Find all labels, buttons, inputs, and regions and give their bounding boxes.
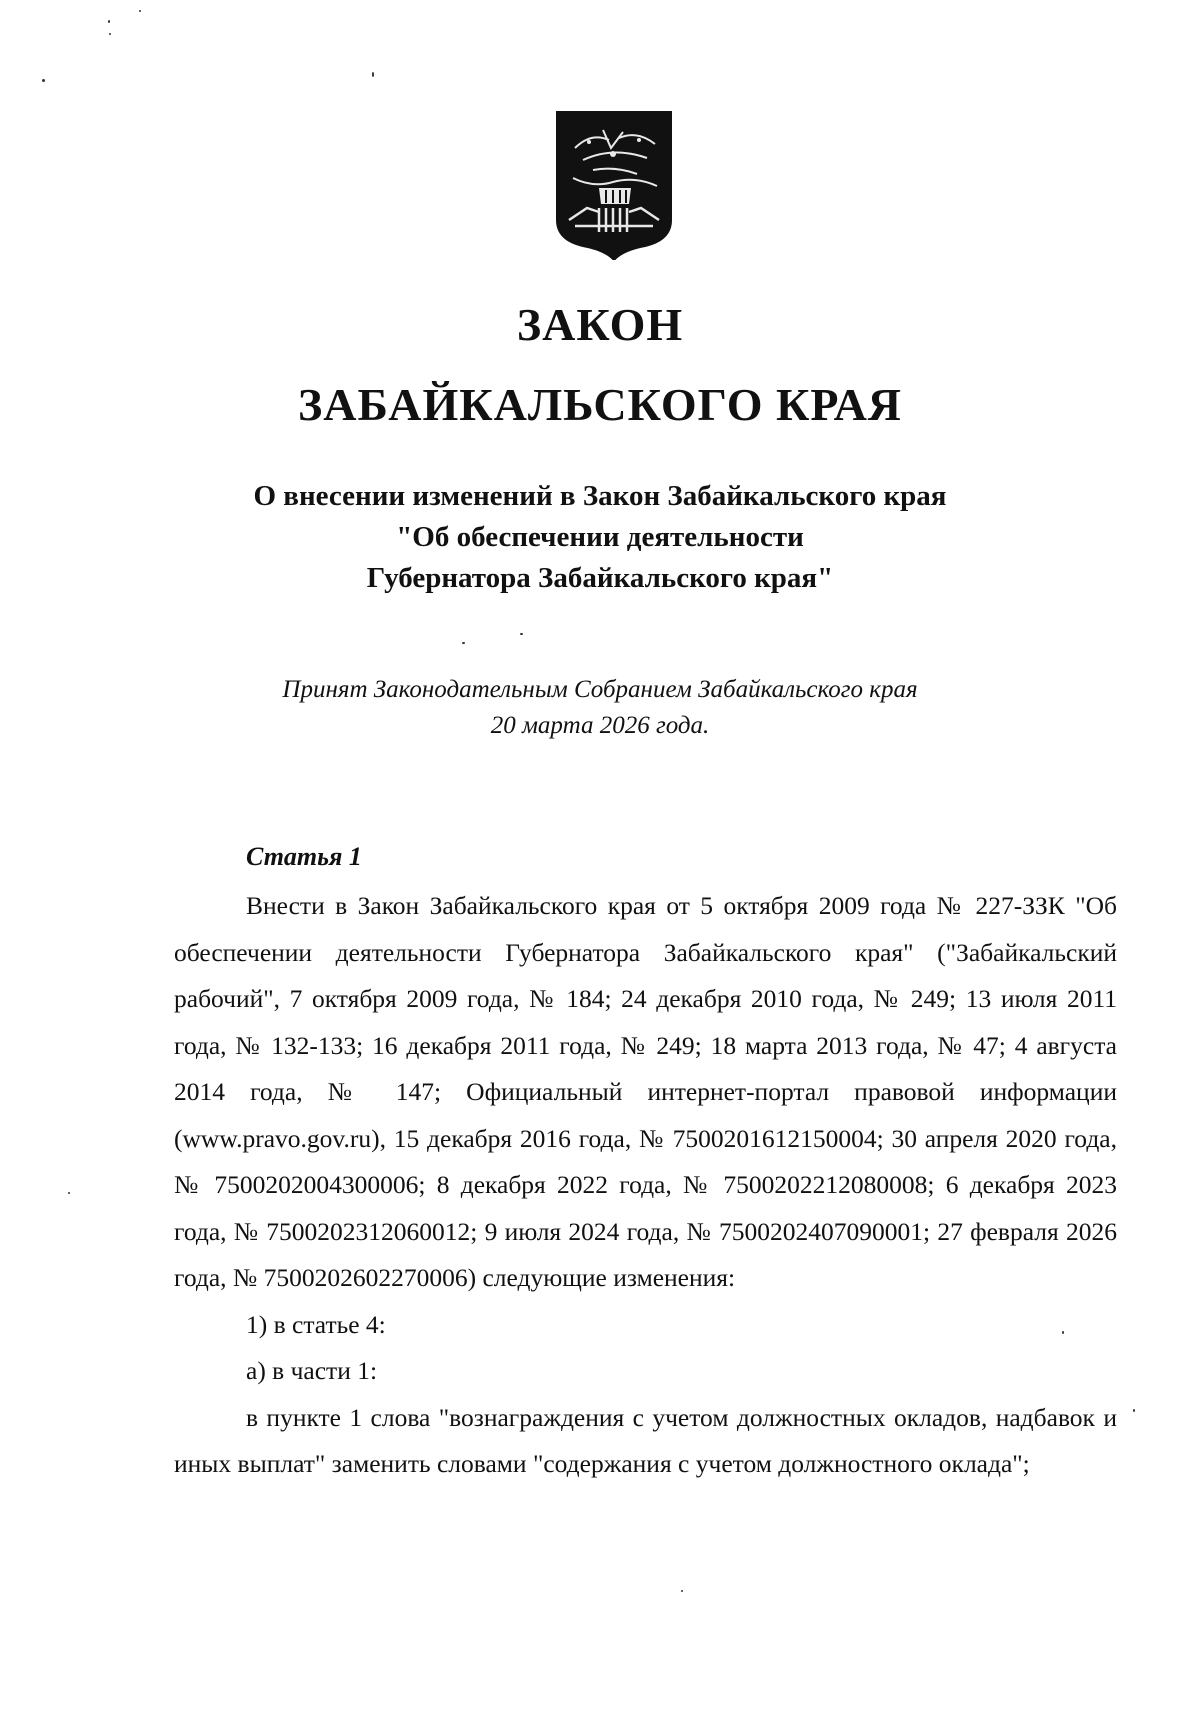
article-heading: Статья 1 [246, 842, 362, 871]
subject-line: О внесении изменений в Закон Забайкальского края [253, 480, 947, 512]
scan-speck [462, 642, 465, 644]
adoption-note [0, 672, 1200, 744]
adoption-date: 20 марта 2026 года. [490, 712, 710, 739]
subject-line: Губернатора Забайкальского края" [366, 562, 834, 594]
article-body [174, 883, 1117, 1488]
scan-speck [139, 10, 141, 12]
subject-line: "Об обеспечении деятельности [396, 521, 804, 553]
scan-speck [520, 633, 523, 635]
region-title: ЗАБАЙКАЛЬСКОГО КРАЯ [297, 379, 903, 430]
adoption-line: Принят Законодательным Собранием Забайкальского края [282, 676, 918, 703]
article-paragraph: 1) в статье 4: [246, 1309, 386, 1339]
scan-speck [109, 33, 111, 35]
law-title: ЗАКОН [516, 299, 684, 350]
article-paragraph: а) в части 1: [246, 1356, 378, 1385]
scan-speck [68, 1192, 70, 1194]
law-subject [0, 476, 1200, 599]
scan-speck [372, 72, 374, 77]
scan-speck [1133, 1409, 1135, 1412]
article-paragraph: в пункте 1 слова "вознаграждения с учетом должностных окладов, надбавок и иных выплат" заменить словами "содержания с учетом должностного оклада"; [174, 1402, 1117, 1478]
article-paragraph: Внести в Закон Забайкальского края от 5 октября 2009 года № 227-ЗЗК "Об обеспечении деятельности Губернатора Забайкальского края" ("Забайкальский рабочий", 7 октября 2009 года, № 184; 24 декабря 2010 года, № 249; 13 июля 2011 года, № 132-133; 16 декабря 2011 года, № 249; 18 марта 2013 года, № 47; 4 августа 2014 года, № 147; Официальный интернет-портал правовой информации (www.pravo.gov.ru), 15 декабря 2016 года, № 7500201612150004; 30 апреля 2020 года, № 7500202004300006; 8 декабря 2022 года, № 7500202212080008; 6 декабря 2023 года, № 7500202312060012; 9 июля 2024 года, № 7500202407090001; 27 февраля 2026 года, № 7500202602270006) следующие изменения: [174, 891, 1117, 1292]
scan-speck [42, 79, 45, 82]
scan-speck [108, 20, 110, 23]
coat-of-arms-icon [553, 108, 675, 260]
scan-speck [681, 1590, 683, 1592]
